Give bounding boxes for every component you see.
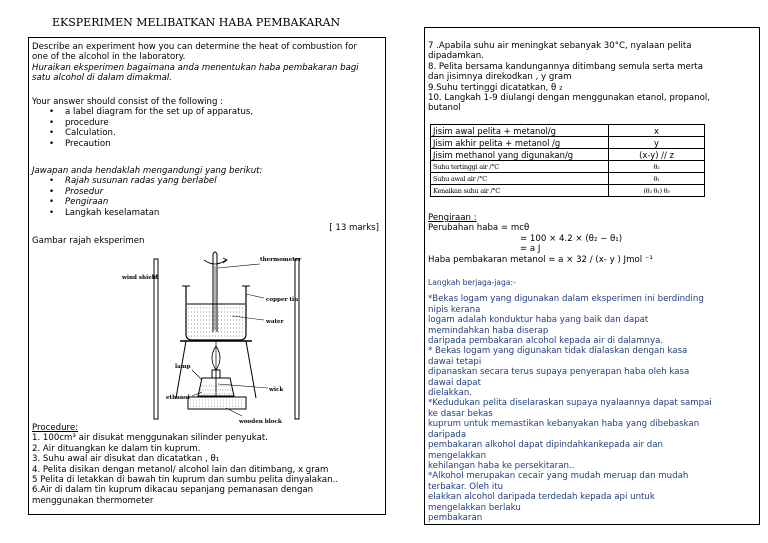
table-cell-label: Suhu tertinggi air /°C [431, 161, 609, 173]
answer-intro: Your answer should consist of the following : [32, 97, 224, 107]
table-cell-label: Jisim akhir pelita + metanol /g [431, 137, 609, 149]
procedure-step: 9.Suhu tertinggi dicatatkan, θ ₂ [428, 82, 563, 93]
label-wick: wick [269, 387, 284, 393]
table-row [431, 173, 705, 185]
procedure-step: 7 .Apabila suhu air meningkat sebanyak 30°C, nyalaan pelita [428, 41, 692, 51]
list-item: • procedure [32, 118, 382, 128]
precaution-line: memindahkan haba diserap [428, 325, 549, 336]
table-cell-label: Kenaikan suhu air /°C [431, 185, 609, 197]
precautions-block [428, 278, 756, 523]
list-item: • a label diagram for the set up of apparatus, [32, 107, 382, 117]
precaution-line: dipanaskan secara terus supaya penyerapan haba oleh kasa [428, 367, 690, 378]
wind-shield-left [154, 259, 158, 419]
question-block [32, 42, 382, 84]
question-en-line-2: one of the alcohol in the laboratory. [32, 52, 186, 63]
precaution-line: pembakaran alkohol dapat dipindahkankepada air dan [428, 440, 663, 451]
precaution-line: kuprum untuk memastikan kebanyakan haba yang dibebaskan [428, 419, 700, 430]
precaution-line: logam adalah konduktur haba yang baik dan dapat [428, 315, 649, 326]
precaution-line: *Kedudukan pelita diselaraskan supaya nyalaannya dapat sampai [428, 398, 712, 409]
table-cell-label: Suhu awal air /°C [431, 173, 609, 185]
precaution-line: * Bekas logam yang digunakan tidak dialaskan dengan kasa [428, 346, 688, 357]
procedure-heading: Procedure: [32, 423, 79, 433]
precaution-line: pembakaran [428, 512, 483, 523]
list-item: • Precaution [32, 139, 382, 149]
jawapan-intro: Jawapan anda hendaklah mengandungi yang berikut: [32, 166, 263, 176]
table-cell-value: x [609, 125, 705, 137]
procedure-step: menggunakan thermometer [32, 495, 154, 506]
label-water: water [266, 319, 284, 325]
procedure-step: 3. Suhu awal air disukat dan dicatatkan , θ₁ [32, 454, 220, 465]
list-item: • Pengiraan [32, 197, 382, 207]
table-cell-value: (θ₂ θ₁) θ₃ [609, 185, 705, 197]
label-thermometer: thermometer [260, 257, 302, 263]
answer-list [32, 107, 382, 149]
procedure-step: 6.Air di dalam tin kuprum dikacau sepanjang pemanasan dengan [32, 485, 314, 496]
precaution-line: ke dasar bekas [428, 408, 493, 419]
label-wooden-block: wooden block [239, 419, 282, 424]
table-cell-value: θ₁ [609, 173, 705, 185]
pengiraan-heading: Pengiraan : [428, 213, 477, 223]
table-row [431, 161, 705, 173]
label-wind-shield: wind shield [122, 275, 158, 281]
precaution-line: daripada pembakaran alcohol kepada air di dalamnya. [428, 336, 664, 347]
jawapan-requirements [32, 166, 382, 218]
page-title: EKSPERIMEN MELIBATKAN HABA PEMBAKARAN [52, 16, 341, 29]
question-en-line-1: Describe an experiment how you can determine the heat of combustion for [32, 42, 357, 52]
calculation-block [428, 213, 756, 265]
list-item: • Prosedur [32, 187, 382, 197]
table-cell-value: (x-y) // z [609, 149, 705, 161]
procedure-step: 2. Air dituangkan ke dalam tin kuprum. [32, 443, 201, 454]
steps-block [428, 41, 756, 114]
table-cell-label: Jisim methanol yang digunakan/g [431, 149, 609, 161]
table-cell-label: Jisim awal pelita + metanol/g [431, 125, 609, 137]
table-row [431, 149, 705, 161]
list-item: • Calculation. [32, 128, 382, 138]
procedure-step: 10. Langkah 1-9 diulangi dengan menggunakan etanol, propanol, [428, 93, 710, 104]
results-table [430, 124, 705, 197]
answer-requirements [32, 97, 382, 149]
precaution-line: dielakkan. [428, 388, 473, 399]
procedure-step: 5 Pelita di letakkan di bawah tin kuprum dan sumbu pelita dinyalakan.. [32, 475, 339, 486]
label-lamp: lamp [175, 364, 191, 370]
answer-panel [424, 27, 760, 525]
procedure-step: 1. 100cm³ air disukat menggunakan silinder penyukat. [32, 433, 268, 444]
label-ethanol: ethanol [166, 395, 190, 401]
diagram-heading: Gambar rajah eksperimen [32, 236, 145, 246]
apparatus-diagram [122, 246, 312, 424]
procedure-step: butanol [428, 103, 461, 114]
marks-label: [ 13 marks] [329, 223, 379, 233]
procedure-step: 4. Pelita disikan dengan metanol/ alcohol lain dan ditimbang, x gram [32, 464, 329, 475]
calc-line: Perubahan haba = mcθ [428, 223, 530, 234]
precaution-line: nipis kerana [428, 304, 481, 315]
procedure-step: 8. Pelita bersama kandungannya ditimbang semula serta merta [428, 61, 703, 72]
list-item: • Rajah susunan radas yang berlabel [32, 176, 382, 186]
stir-arrow-icon [204, 260, 226, 264]
list-item: • Langkah keselamatan [32, 208, 382, 218]
table-cell-value: θ₂ [609, 161, 705, 173]
question-ms-line-2: satu alcohol di dalam dimakmal. [32, 73, 173, 84]
calc-line: Haba pembakaran metanol = a × 32 / (x- y ) Jmol ⁻¹ [428, 254, 653, 265]
calc-line: = a J [520, 244, 541, 255]
table-row [431, 125, 705, 137]
wind-shield-right [295, 259, 299, 419]
precaution-line: kehilangan haba ke persekitaran.. [428, 460, 575, 471]
procedure-step: dipadamkan. [428, 51, 484, 62]
jawapan-list [32, 176, 382, 218]
label-copper-tin: copper tin [266, 297, 299, 303]
precaution-line: dawai tetapi [428, 356, 482, 367]
table-cell-value: y [609, 137, 705, 149]
precaution-line: *Alkohol merupakan cecair yang mudah meruap dan mudah [428, 471, 689, 482]
table-row [431, 137, 705, 149]
question-ms-line-1: Huraikan eksperimen bagaimana anda menentukan haba pembakaran bagi [32, 62, 359, 73]
precaution-line: daripada [428, 429, 467, 440]
langkah-heading: Langkah berjaga-jaga:- [428, 278, 516, 287]
table-row [431, 185, 705, 197]
precaution-line: terbakar. Oleh itu [428, 481, 504, 492]
precaution-line: *Bekas logam yang digunakan dalam eksperimen ini berdinding [428, 294, 704, 305]
question-panel [28, 37, 386, 515]
precaution-line: elakkan alcohol daripada terdedah kepada api untuk [428, 492, 655, 503]
precaution-line: mengelakkan [428, 450, 487, 461]
calc-line: = 100 × 4.2 × (θ₂ − θ₁) [520, 233, 623, 244]
procedure-block [32, 423, 382, 506]
precaution-line: dawai dapat [428, 377, 481, 388]
precaution-line: mengelakkan berlaku [428, 502, 521, 513]
procedure-step: dan jisimnya direkodkan , y gram [428, 72, 572, 83]
